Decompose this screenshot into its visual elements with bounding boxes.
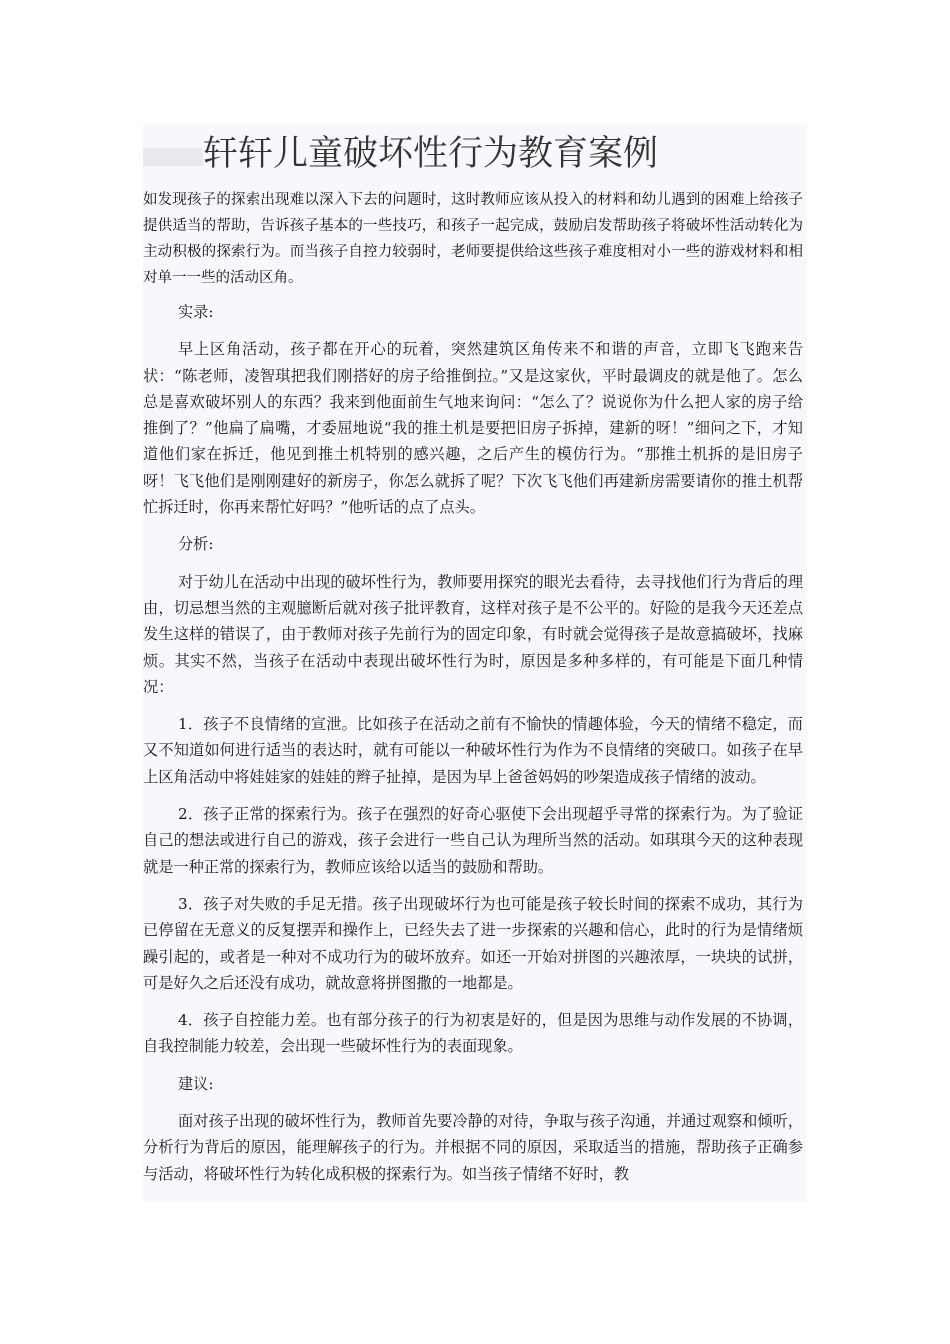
intro-paragraph: 如发现孩子的探索出现难以深入下去的问题时，这时教师应该从投入的材料和幼儿遇到的困难上给孩子提供适当的帮助，告诉孩子基本的一些技巧，和孩子一起完成，鼓励启发帮助孩子将破坏性活动转化为主动积极的探索行为。而当孩子自控力较弱时，老师要提供给这些孩子难度相对小一些的游戏材料和相对单一一些的活动区角。: [143, 192, 803, 286]
document-title: 轩轩儿童破坏性行为教育案例: [203, 134, 659, 174]
document-page: [143, 124, 807, 1202]
list-item-4: 4．孩子自控能力差。也有部分孩子的行为初衷是好的，但是因为思维与动作发展的不协调，自我控制能力较差，会出现一些破坏性行为的表面现象。: [143, 1011, 803, 1056]
body-paragraph-analysis: 对于幼儿在活动中出现的破坏性行为，教师要用探究的眼光去看待，去寻找他们行为背后的理由，切忌想当然的主观臆断后就对孩子批评教育，这样对孩子是不公平的。好险的是我今天还差点发生这样的错误了，由于教师对孩子先前行为的固定印象，有时就会觉得孩子是故意搞破坏，找麻烦。其实不然，当孩子在活动中表现出破坏性行为时，原因是多种多样的，有可能是下面几种情况：: [143, 572, 803, 696]
title-decoration-bar: [143, 148, 203, 166]
section-heading-analysis: 分析:: [177, 535, 214, 554]
list-item-1: 1．孩子不良情绪的宣泄。比如孩子在活动之前有不愉快的情趣体验，今天的情绪不稳定，而又不知道如何进行适当的表达时，就有可能以一种破坏性行为作为不良情绪的突破口。如孩子在早上区角活动中将娃娃家的娃娃的辫子扯掉，是因为早上爸爸妈妈的吵架造成孩子情绪的波动。: [143, 715, 803, 786]
list-item-3: 3．孩子对失败的手足无措。孩子出现破坏行为也可能是孩子较长时间的探索不成功，其行为已停留在无意义的反复摆弄和操作上，已经失去了进一步探索的兴趣和信心，此时的行为是情绪烦躁引起的，或者是一种对不成功行为的破坏放弃。如还一开始对拼图的兴趣浓厚，一块块的试拼，可是好久之后还没有成功，就故意将拼图撒的一地都是。: [143, 894, 803, 992]
document-body: [143, 299, 803, 1198]
list-item-2: 2．孩子正常的探索行为。孩子在强烈的好奇心驱使下会出现超乎寻常的探索行为。为了验证自己的想法或进行自己的游戏，孩子会进行一些自己认为理所当然的活动。如琪琪今天的这种表现就是一种正常的探索行为，教师应该给以适当的鼓励和帮助。: [143, 805, 803, 876]
body-paragraph-record: 早上区角活动，孩子都在开心的玩着，突然建筑区角传来不和谐的声音，立即飞飞跑来告状：“陈老师，凌智琪把我们刚搭好的房子给推倒拉。”又是这家伙，平时最调皮的就是他了。怎么总是喜欢破坏别人的东西？我来到他面前生气地来询问：“怎么了？说说你为什么把人家的房子给推倒了？”他扁了扁嘴，才委屈地说“我的推土机是要把旧房子拆掉，建新的呀！”细问之下，才知道他们家在拆迁，他见到推土机特别的感兴趣，之后产生的模仿行为。“那推土机拆的是旧房子呀！飞飞他们是刚刚建好的新房子，你怎么就拆了呢？下次飞飞他们再建新房需要请你的推土机帮忙拆迁时，你再来帮忙好吗？”他听话的点了点头。: [143, 340, 803, 517]
body-paragraph-suggestion: 面对孩子出现的破坏性行为，教师首先要冷静的对待，争取与孩子沟通，并通过观察和倾听，分析行为背后的原因，能理解孩子的行为。并根据不同的原因，采取适当的措施，帮助孩子正确参与活动，将破坏性行为转化成积极的探索行为。如当孩子情绪不好时，教: [143, 1112, 803, 1183]
section-heading-suggestion: 建议:: [177, 1074, 214, 1093]
section-heading-record: 实录:: [177, 303, 214, 321]
